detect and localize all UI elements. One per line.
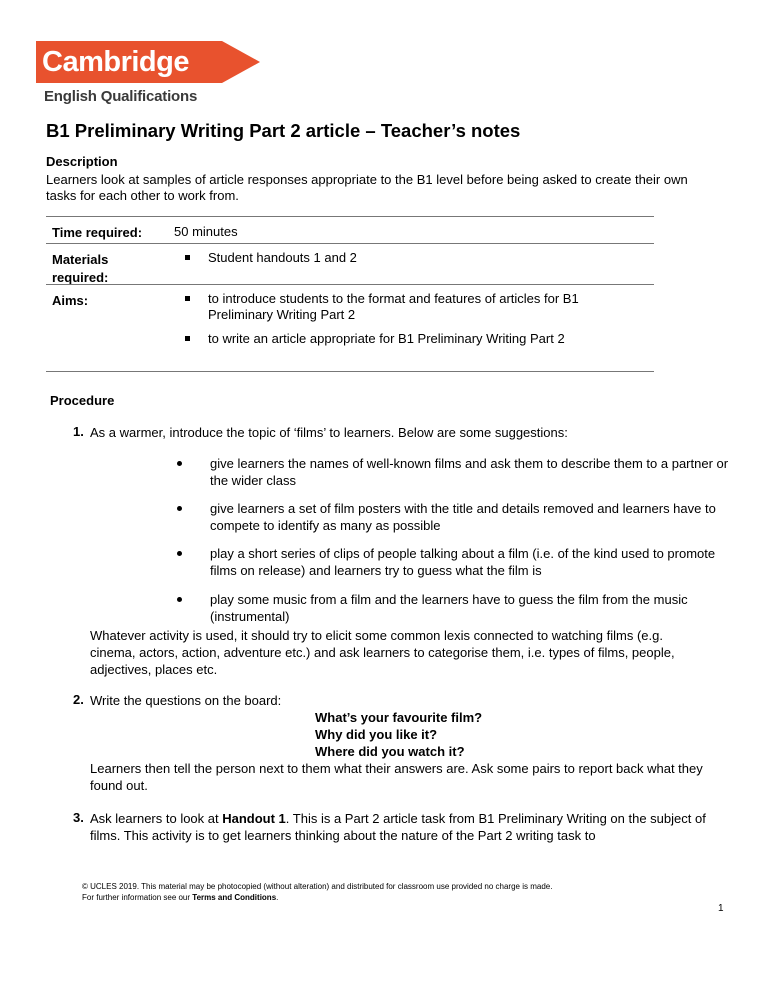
step-1-number: 1.: [73, 424, 84, 439]
logo-subtitle: English Qualifications: [44, 88, 198, 105]
aims-list: [164, 291, 644, 355]
terms-link[interactable]: Terms and Conditions: [192, 893, 277, 902]
list-item: play a short series of clips of people talking about a film (i.e. of the kind used to promote films on release) and learners try to guess what the film is: [175, 545, 740, 579]
footer-copyright: [82, 881, 552, 903]
list-item: play some music from a film and the learners have to guess the film from the music (instrumental): [175, 591, 740, 625]
list-item: to introduce students to the format and features of articles for B1 Preliminary Writing Part 2: [164, 291, 644, 323]
step-3-pre: Ask learners to look at: [90, 811, 223, 826]
info-row-time: [46, 216, 654, 243]
time-label: Time required:: [52, 225, 143, 240]
footer-line-2-text: For further information see our: [82, 893, 193, 902]
step-2-number: 2.: [73, 692, 84, 707]
question-where-watched: Where did you watch it?: [315, 744, 465, 759]
time-value: 50 minutes: [174, 224, 238, 239]
step-1-outro: Whatever activity is used, it should try to elicit some common lexis connected to watching films (e.g. cinema, actors, action, adventure etc.) and ask learners to categorise them, i.e. types of films, people, adjectives, places etc.: [90, 628, 675, 677]
procedure-heading: Procedure: [50, 393, 115, 408]
description-text: Learners look at samples of article responses appropriate to the B1 level before being asked to create their own tasks for each other to work from.: [46, 172, 688, 203]
logo-brand-text: Cambridge: [42, 46, 189, 78]
page-title: B1 Preliminary Writing Part 2 article – Teacher’s notes: [46, 120, 521, 141]
step-1-intro: As a warmer, introduce the topic of ‘films’ to learners. Below are some suggestions:: [90, 425, 568, 440]
list-item: to write an article appropriate for B1 Preliminary Writing Part 2: [164, 331, 644, 347]
footer-line-2: [82, 892, 552, 903]
footer-line-1: © UCLES 2019. This material may be photocopied (without alteration) and distributed for classroom use provided no charge is made.: [82, 882, 553, 891]
step-2-outro: Learners then tell the person next to them what their answers are. Ask some pairs to report back what they found out.: [90, 761, 703, 793]
question-favourite-film: What’s your favourite film?: [315, 710, 483, 725]
info-row-materials: [46, 243, 654, 284]
step-3-number: 3.: [73, 810, 84, 825]
step-3-post: . This is a Part 2 article task from B1 Preliminary Writing on the subject of films. This activity is to get learners thinking about the nature of the Part 2 writing task to: [90, 811, 706, 843]
list-item: give learners the names of well-known films and ask them to describe them to a partner or the wider class: [175, 455, 740, 489]
list-item: Student handouts 1 and 2: [164, 250, 644, 266]
cambridge-logo: [36, 41, 236, 111]
list-item: give learners a set of film posters with the title and details removed and learners have to compete to identify as many as possible: [175, 500, 740, 534]
footer-line-2-end: .: [276, 893, 279, 902]
page-number: 1: [718, 903, 724, 914]
description-heading: Description: [46, 154, 118, 169]
materials-list: [164, 250, 644, 274]
question-why-liked: Why did you like it?: [315, 727, 438, 742]
handout-1-ref: Handout 1: [222, 811, 286, 826]
info-table: [46, 216, 654, 372]
materials-label: Materials required:: [52, 252, 109, 285]
step-2-intro: Write the questions on the board:: [90, 693, 282, 708]
info-row-aims: [46, 284, 654, 372]
logo-arrow-shape: [222, 41, 260, 83]
step-3-text: [90, 810, 710, 844]
aims-label: Aims:: [52, 293, 89, 308]
